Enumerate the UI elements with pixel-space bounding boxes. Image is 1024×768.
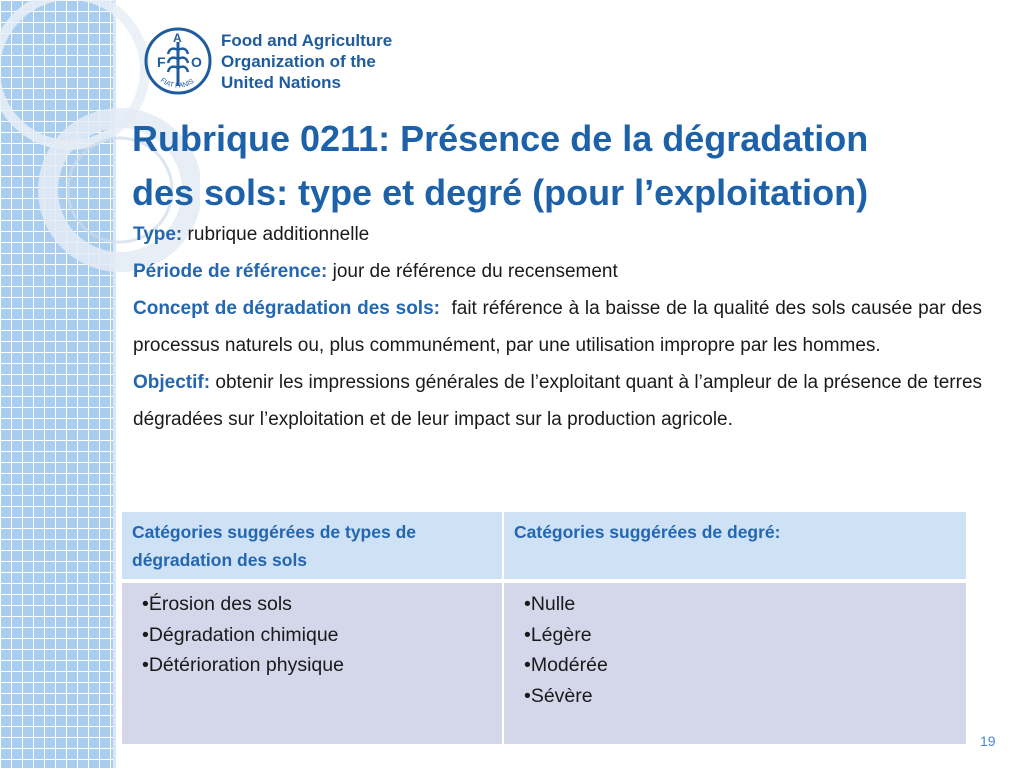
fao-emblem-icon	[143, 26, 213, 96]
degree-list	[524, 589, 956, 711]
list-item: • Détérioration physique	[142, 650, 492, 681]
emblem-letter-f: F	[157, 54, 166, 70]
objective-paragraph	[133, 364, 982, 438]
header-types: Catégories suggérées de types de dégradation des sols	[122, 512, 502, 579]
fao-name	[221, 30, 392, 93]
list-item: • Légère	[524, 620, 956, 651]
objective-text: obtenir les impressions générales de l’exploitant quant à l’ampleur de la présence de terres dégradées sur l’exploitation et de leur impact sur la production agricole.	[133, 372, 983, 430]
table-body-row	[122, 583, 966, 744]
period-paragraph	[133, 253, 982, 290]
emblem-letter-o: O	[191, 54, 202, 70]
list-item: • Érosion des sols	[142, 589, 492, 620]
list-item: • Modérée	[524, 650, 956, 681]
slide-title	[132, 112, 992, 220]
type-label: Type:	[133, 224, 183, 245]
period-label: Période de référence:	[133, 261, 328, 282]
emblem-letter-a: A	[173, 31, 182, 45]
concept-paragraph	[133, 290, 982, 364]
list-item: • Nulle	[524, 589, 956, 620]
types-list	[142, 589, 492, 681]
title-line-2: des sols: type et degré (pour l’exploitation)	[132, 172, 869, 213]
header-degree: Catégories suggérées de degré:	[504, 512, 966, 579]
fao-name-line-2: Organization of the	[221, 51, 376, 71]
list-item: • Dégradation chimique	[142, 620, 492, 651]
emblem-motto: FIAT PANIS	[158, 76, 196, 90]
concept-label: Concept de dégradation des sols:	[133, 298, 440, 319]
type-paragraph	[133, 216, 982, 253]
degree-cell	[504, 583, 966, 744]
objective-label: Objectif:	[133, 372, 211, 393]
period-text: jour de référence du recensement	[332, 261, 618, 282]
concept-text: fait référence à la baisse de la qualité des sols causée par des processus naturels ou, plus communément, par une utilisation impropre par les hommes.	[133, 298, 982, 356]
title-line-1: Rubrique 0211: Présence de la dégradation	[132, 118, 869, 159]
fao-name-line-3: United Nations	[221, 72, 341, 92]
fao-logo	[143, 26, 392, 96]
slide-body	[133, 216, 982, 438]
list-item: • Sévère	[524, 681, 956, 712]
fao-name-line-1: Food and Agriculture	[221, 30, 393, 50]
page-number: 19	[980, 733, 996, 749]
type-text: rubrique additionnelle	[187, 224, 370, 245]
categories-table	[122, 512, 966, 744]
table-header-row	[122, 512, 966, 579]
types-cell	[122, 583, 502, 744]
